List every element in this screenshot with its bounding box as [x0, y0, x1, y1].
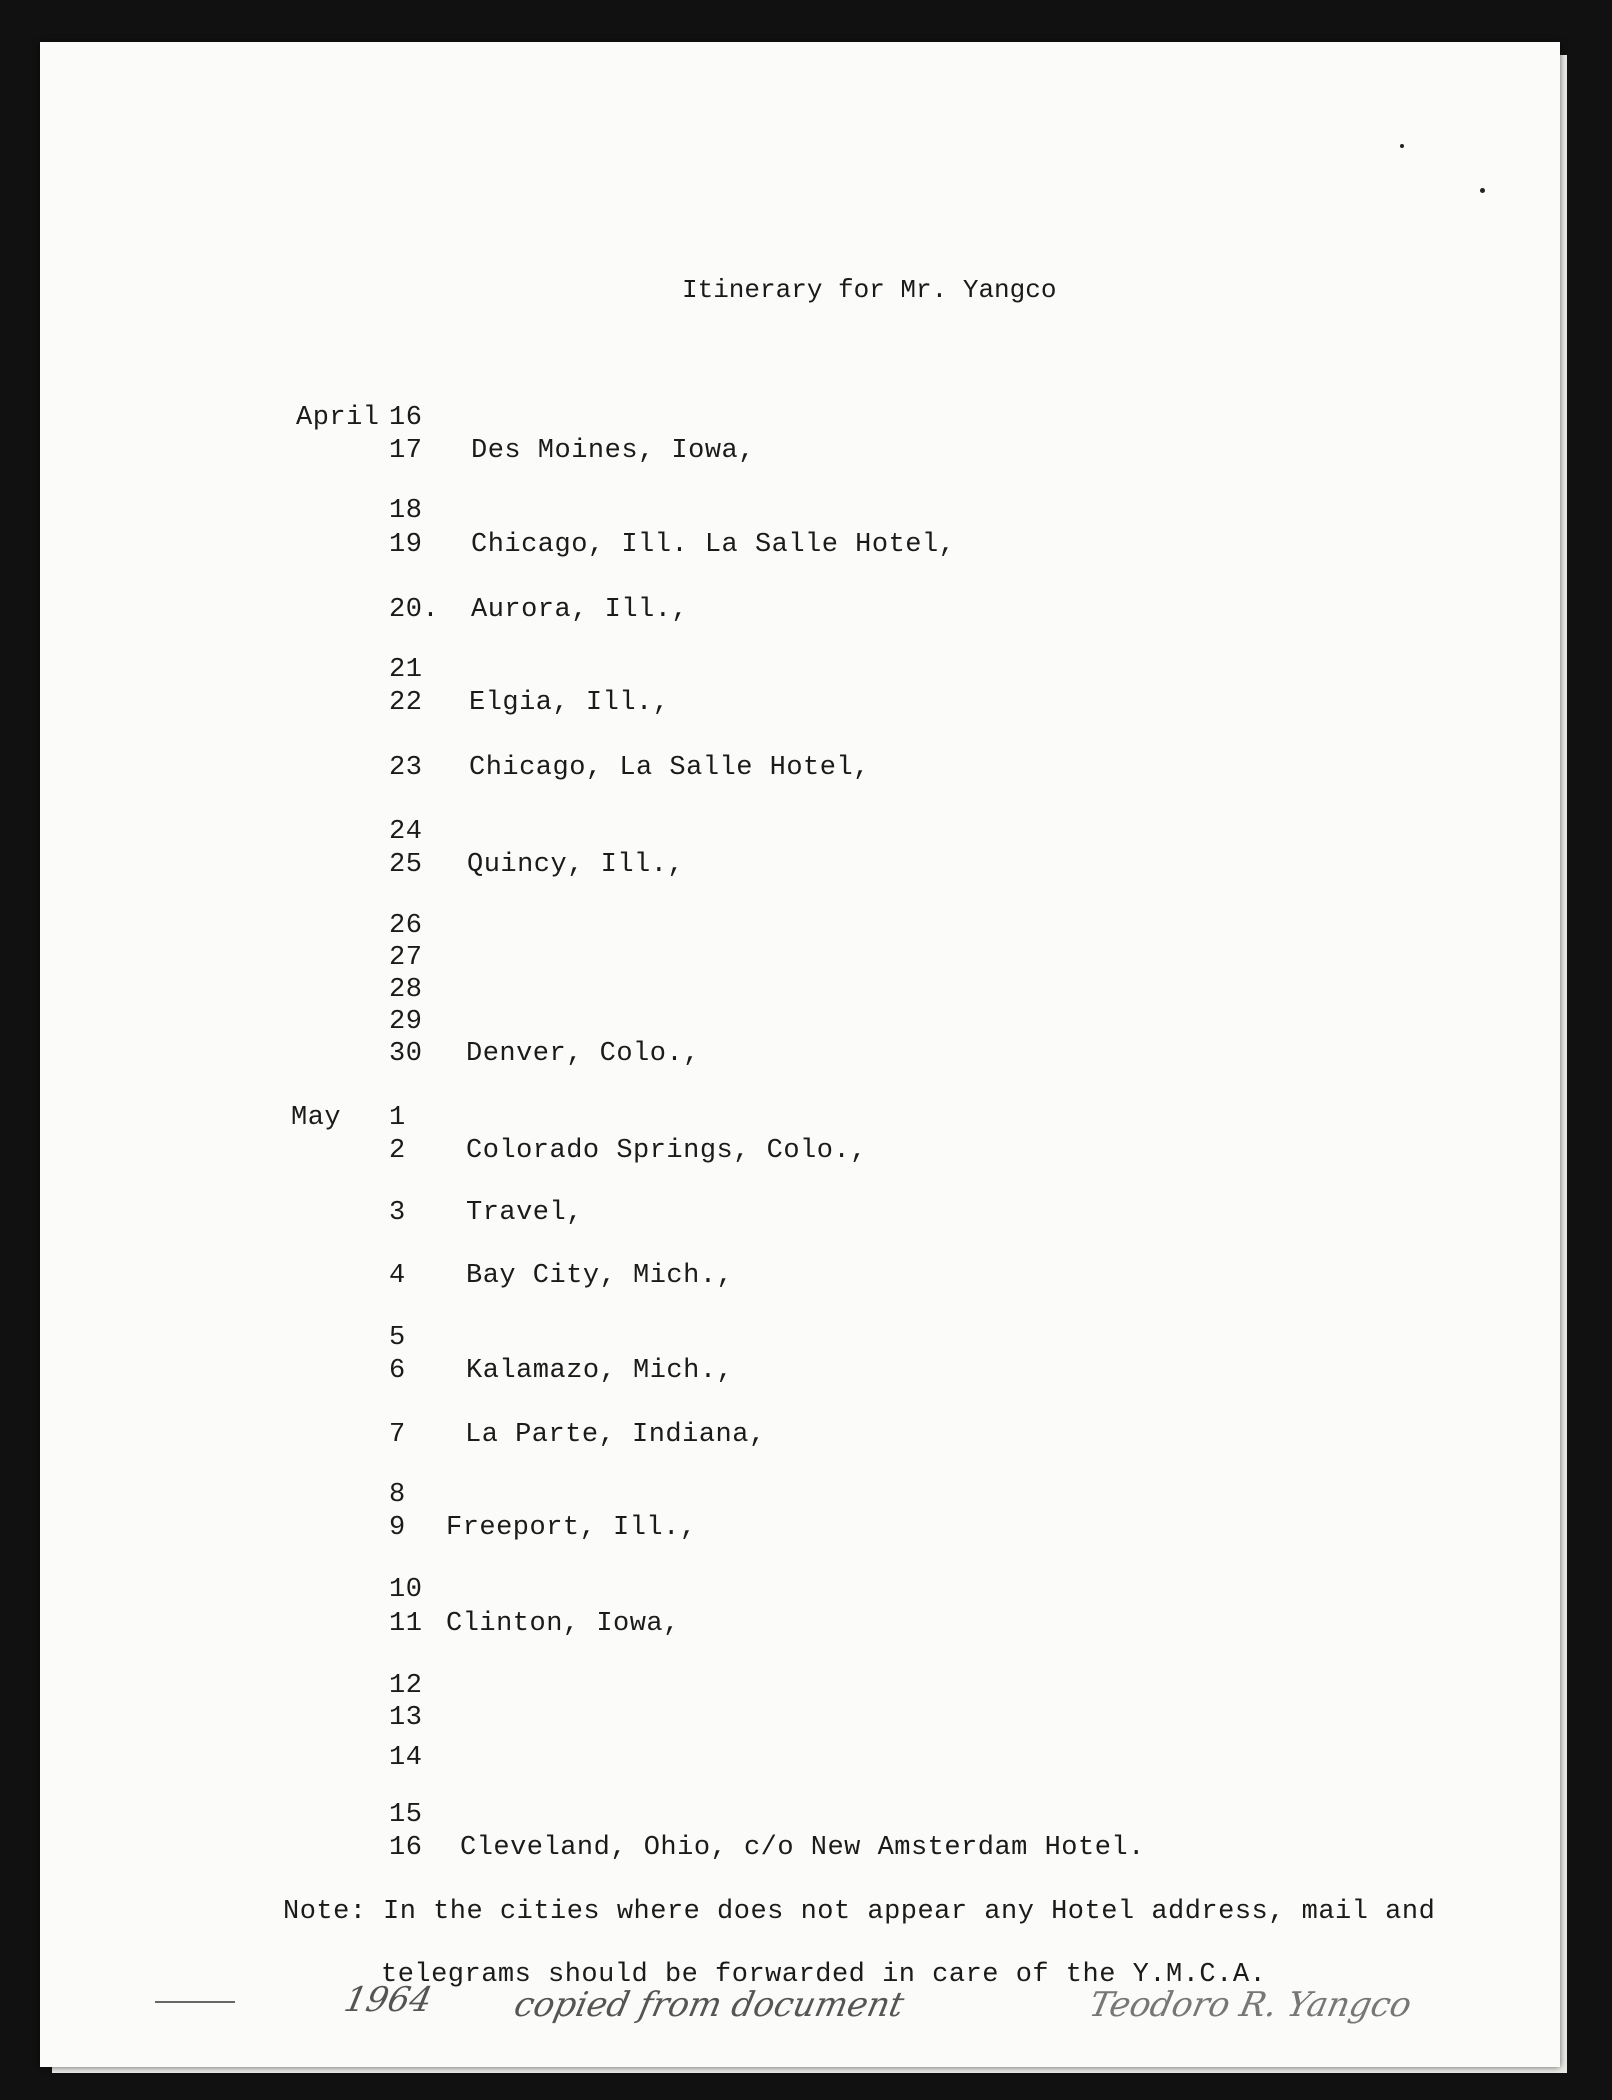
entry-place: Denver, Colo.,	[466, 1039, 700, 1069]
entry-day: 7	[389, 1420, 406, 1450]
entry-day: 10	[389, 1575, 423, 1605]
entry-day: 27	[389, 943, 423, 973]
entry-day: 20.	[389, 595, 440, 625]
entry-place: Chicago, La Salle Hotel,	[469, 753, 870, 783]
entry-day: 16	[389, 1833, 423, 1863]
entry-place: Chicago, Ill. La Salle Hotel,	[471, 530, 956, 560]
note-label: Note:	[283, 1897, 367, 1927]
entry-place: Clinton, Iowa,	[446, 1609, 680, 1639]
entry-place: La Parte, Indiana,	[465, 1420, 766, 1450]
entry-day: 12	[389, 1671, 423, 1701]
entry-place: Des Moines, Iowa,	[471, 436, 755, 466]
entry-place: Cleveland, Ohio, c/o New Amsterdam Hotel.	[460, 1833, 1145, 1863]
entry-place: Freeport, Ill.,	[446, 1513, 697, 1543]
ink-speck	[1480, 188, 1485, 193]
entry-place: Travel,	[466, 1198, 583, 1228]
note-text-line-1: In the cities where does not appear any Hotel address, mail and	[383, 1897, 1436, 1927]
entry-day: 9	[389, 1513, 406, 1543]
entry-place: Elgia, Ill.,	[469, 688, 670, 718]
entry-place: Aurora, Ill.,	[471, 595, 689, 625]
entry-day: 18	[389, 496, 423, 526]
entry-day: 8	[389, 1480, 406, 1510]
document-page	[40, 42, 1560, 2067]
entry-day: 28	[389, 975, 423, 1005]
entry-place: Quincy, Ill.,	[467, 850, 685, 880]
entry-day: 25	[389, 850, 423, 880]
entry-day: 15	[389, 1800, 423, 1830]
entry-day: 1	[389, 1103, 406, 1133]
handwritten-remark: copied from document	[510, 1985, 908, 2025]
entry-day: 5	[389, 1323, 406, 1353]
entry-day: 4	[389, 1261, 406, 1291]
entry-day: 23	[389, 753, 423, 783]
entry-day: 21	[389, 655, 423, 685]
entry-day: 2	[389, 1136, 406, 1166]
entry-day: 22	[389, 688, 423, 718]
entry-day: 17	[389, 436, 423, 466]
month-april: April	[296, 403, 380, 433]
handwritten-signature: Teodoro R. Yangco	[1085, 1985, 1416, 2025]
handwritten-dash	[155, 2001, 235, 2003]
entry-place: Bay City, Mich.,	[466, 1261, 734, 1291]
entry-day: 14	[389, 1743, 423, 1773]
document-title: Itinerary for Mr. Yangco	[682, 275, 1057, 305]
month-may: May	[291, 1103, 342, 1133]
entry-day: 19	[389, 530, 423, 560]
entry-place: Colorado Springs, Colo.,	[466, 1136, 867, 1166]
entry-place: Kalamazo, Mich.,	[466, 1356, 734, 1386]
entry-day: 30	[389, 1039, 423, 1069]
entry-day: 6	[389, 1356, 406, 1386]
entry-day: 13	[389, 1703, 423, 1733]
handwritten-year: 1964	[340, 1980, 436, 2020]
entry-day: 24	[389, 817, 423, 847]
entry-day: 16	[389, 403, 423, 433]
entry-day: 3	[389, 1198, 406, 1228]
entry-day: 26	[389, 911, 423, 941]
entry-day: 29	[389, 1007, 423, 1037]
entry-day: 11	[389, 1609, 423, 1639]
note-text-line-2: telegrams should be forwarded in care of the Y.M.C.A.	[381, 1960, 1267, 1990]
ink-speck	[1400, 144, 1404, 148]
